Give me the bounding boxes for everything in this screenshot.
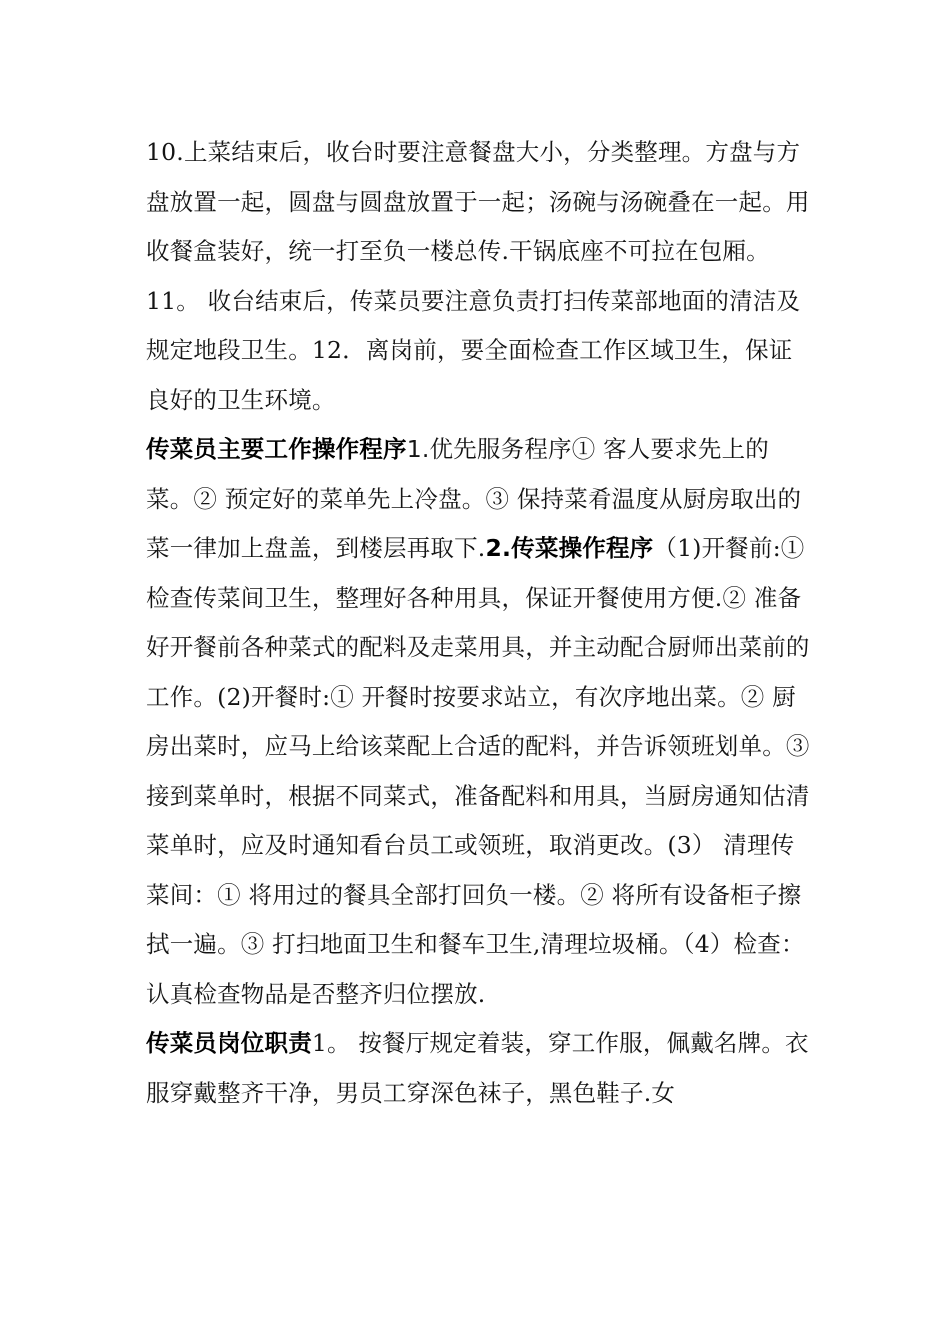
section-body: 1。 按餐厅规定着装，穿工作服，佩戴名牌。衣服穿戴整齐干净，男员工穿深色袜子，黑色鞋子.女 xyxy=(146,1029,809,1107)
item-body: （1)开餐前:① 检查传菜间卫生，整理好各种用具，保证开餐使用方便.② 准备好开餐前各种菜式的配料及走菜用具，并主动配合厨师出菜前的工作。(2)开餐时:① 开餐时按要求站立，有次序地出菜。② 厨房出菜时，应马上给该菜配上合适的配料，并告诉领班划单。③接到菜单时，根据不同菜式，准备配料和用具，当厨房通知估清菜单时，应及时通知看台员工或领班，取消更改。(3） 清理传菜间：① 将用过的餐具全部打回负一楼。② 将所有设备柜子擦拭一遍。③ 打扫地面卫生和餐车卫生,清理垃圾桶。（4）检查：认真检查物品是否整齐归位摆放. xyxy=(146,534,810,1008)
item-body: 优先服务程序① 客人要求先上的菜。② 预定好的菜单先上冷盘。③ 保持菜肴温度从厨房取出的菜一律加上盘盖，到楼层再取下. xyxy=(146,435,802,562)
section-duties xyxy=(146,1019,814,1118)
paragraph-text: 10.上菜结束后，收台时要注意餐盘大小，分类整理。方盘与方盘放置一起，圆盘与圆盘放置于一起；汤碗与汤碗叠在一起。用收餐盒装好，统一打至负一楼总传.干锅底座不可拉在包厢。 xyxy=(146,138,810,265)
subsection-heading: 2.传菜操作程序 xyxy=(485,534,654,562)
section-heading: 传菜员岗位职责 xyxy=(146,1029,312,1057)
paragraph-item-10 xyxy=(146,128,814,277)
paragraph-item-11 xyxy=(146,277,814,426)
paragraph-text: 11。 收台结束后，传菜员要注意负责打扫传菜部地面的清洁及规定地段卫生。12．离岗前，要全面检查工作区域卫生，保证良好的卫生环境。 xyxy=(146,286,801,414)
document-body xyxy=(146,128,814,1118)
item-number: 1. xyxy=(406,435,430,463)
section-main-operations xyxy=(146,425,814,1019)
section-heading: 传菜员主要工作操作程序 xyxy=(146,435,407,463)
